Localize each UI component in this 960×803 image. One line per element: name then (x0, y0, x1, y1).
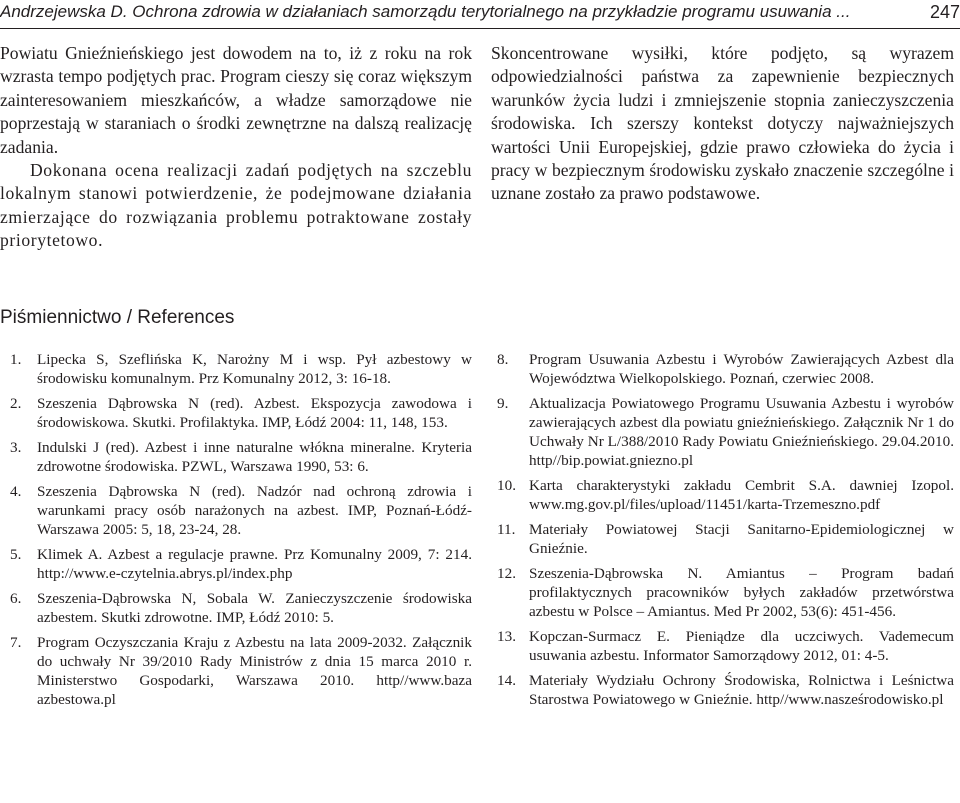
reference-number: 2. (10, 395, 22, 412)
body-paragraph: Dokonana ocena realizacji zadań podjętych na szczeblu lokalnym stanowi potwierdzenie, że podejmowane działania zmierzające do rozwiązania problemu potraktowane zostały priorytetowo. (0, 160, 472, 251)
reference-item (491, 564, 954, 621)
reference-item (491, 476, 954, 514)
body-paragraph: Skoncentrowane wysiłki, które podjęto, są wyrazem odpowiedzialności państwa za zapewnienie bezpiecznych warunków życia ludzi i zmniejszenie stopnia zanieczyszczenia środowiska. Ich szerszy kontekst dotyczy najważniejszych wartości Unii Europejskiej, gdzie prawo człowieka do życia i pracy w bezpiecznym środowisku zyskało znaczenie szczególne i uznane zostało za prawo podstawowe. (491, 43, 954, 204)
reference-item (491, 671, 954, 709)
reference-text: Materiały Wydziału Ochrony Środowiska, Rolnictwa i Leśnictwa Starostwa Powiatowego w Gnieźnie. http//www.nasześrodowisko.pl (529, 672, 954, 708)
reference-text: Indulski J (red). Azbest i inne naturalne włókna mineralne. Kryteria zdrowotne środowiska. PZWL, Warszawa 1990, 53: 6. (37, 439, 472, 475)
reference-text: Lipecka S, Szeflińska K, Narożny M i wsp. Pył azbestowy w środowisku komunalnym. Prz Komunalny 2012, 3: 16-18. (37, 351, 472, 387)
reference-item (0, 589, 472, 627)
reference-number: 6. (10, 590, 22, 607)
reference-number: 3. (10, 439, 22, 456)
reference-number: 5. (10, 546, 22, 563)
reference-number: 10. (497, 477, 516, 494)
reference-item (0, 350, 472, 388)
reference-text: Karta charakterystyki zakładu Cembrit S.A. dawniej Izopol. www.mg.gov.pl/files/upload/11451/karta-Trzemeszno.pdf (529, 477, 954, 513)
reference-text: Kopczan-Surmacz E. Pieniądze dla uczciwych. Vademecum usuwania azbestu. Informator Samorządowy 2012, 01: 4-5. (529, 628, 954, 664)
reference-text: Program Usuwania Azbestu i Wyrobów Zawierających Azbest dla Województwa Wielkopolskiego. Poznań, czerwiec 2008. (529, 351, 954, 387)
reference-item (0, 633, 472, 709)
reference-text: Klimek A. Azbest a regulacje prawne. Prz Komunalny 2009, 7: 214. http://www.e-czytelnia.abrys.pl/index.php (37, 546, 472, 582)
reference-text: Materiały Powiatowej Stacji Sanitarno-Epidemiologicznej w Gnieźnie. (529, 521, 954, 557)
reference-item (491, 350, 954, 388)
reference-number: 1. (10, 351, 22, 368)
reference-item (491, 627, 954, 665)
reference-text: Szeszenia-Dąbrowska N, Sobala W. Zanieczyszczenie środowiska azbestem. Skutki zdrowotne. IMP, Łódź 2010: 5. (37, 590, 472, 626)
reference-number: 4. (10, 483, 22, 500)
reference-item (491, 520, 954, 558)
references-list-left (0, 350, 472, 715)
body-column-left (0, 42, 472, 253)
body-paragraph: Powiatu Gnieźnieńskiego jest dowodem na to, iż z roku na rok wzrasta tempo podjętych prac. Program cieszy się coraz większym zainteresowaniem mieszkańców, a władze samorządowe nie poprzestają w staraniach o środki zewnętrzne na dalszą realizację zadania. (0, 43, 472, 157)
body-column-right (491, 42, 954, 206)
reference-item (0, 482, 472, 539)
reference-text: Program Oczyszczania Kraju z Azbestu na lata 2009-2032. Załącznik do uchwały Nr 39/2010 Rady Ministrów z dnia 15 marca 2010 r. Ministerstwo Gospodarki, Warszawa 2010. http//www.baza azbestowa.pl (37, 634, 472, 708)
reference-number: 9. (497, 395, 509, 412)
references-heading: Piśmiennictwo / References (0, 307, 235, 328)
reference-text: Aktualizacja Powiatowego Programu Usuwania Azbestu i wyrobów zawierających azbest dla powiatu gnieźnieńskiego. Załącznik Nr 1 do Uchwały Nr L/388/2010 Rady Powiatu Gnieźnieńskiego. 29.04.2010. http//bip.powiat.gniezno.pl (529, 395, 954, 469)
reference-item (491, 394, 954, 470)
running-title: Andrzejewska D. Ochrona zdrowia w działaniach samorządu terytorialnego na przykładzie programu usuwania ... (0, 2, 851, 21)
reference-number: 11. (497, 521, 516, 538)
reference-number: 8. (497, 351, 509, 368)
reference-item (0, 545, 472, 583)
reference-number: 13. (497, 628, 516, 645)
reference-item (0, 394, 472, 432)
reference-number: 14. (497, 672, 516, 689)
reference-text: Szeszenia Dąbrowska N (red). Azbest. Ekspozycja zawodowa i środowiskowa. Skutki. Profilaktyka. IMP, Łódź 2004: 11, 148, 153. (37, 395, 472, 431)
reference-text: Szeszenia Dąbrowska N (red). Nadzór nad ochroną zdrowia i warunkami pracy osób narażonych na azbest. IMP, Poznań-Łódź-Warszawa 2005: 5, 18, 23-24, 28. (37, 483, 472, 538)
running-header (0, 0, 960, 29)
reference-number: 7. (10, 634, 22, 651)
reference-item (0, 438, 472, 476)
page-number: 247 (929, 2, 960, 22)
reference-text: Szeszenia-Dąbrowska N. Amiantus – Program badań profilaktycznych pracowników byłych zakładów przetwórstwa azbestu w Polsce – Amiantus. Med Pr 2002, 53(6): 451-456. (529, 565, 954, 620)
reference-number: 12. (497, 565, 516, 582)
references-list-right (491, 350, 954, 715)
